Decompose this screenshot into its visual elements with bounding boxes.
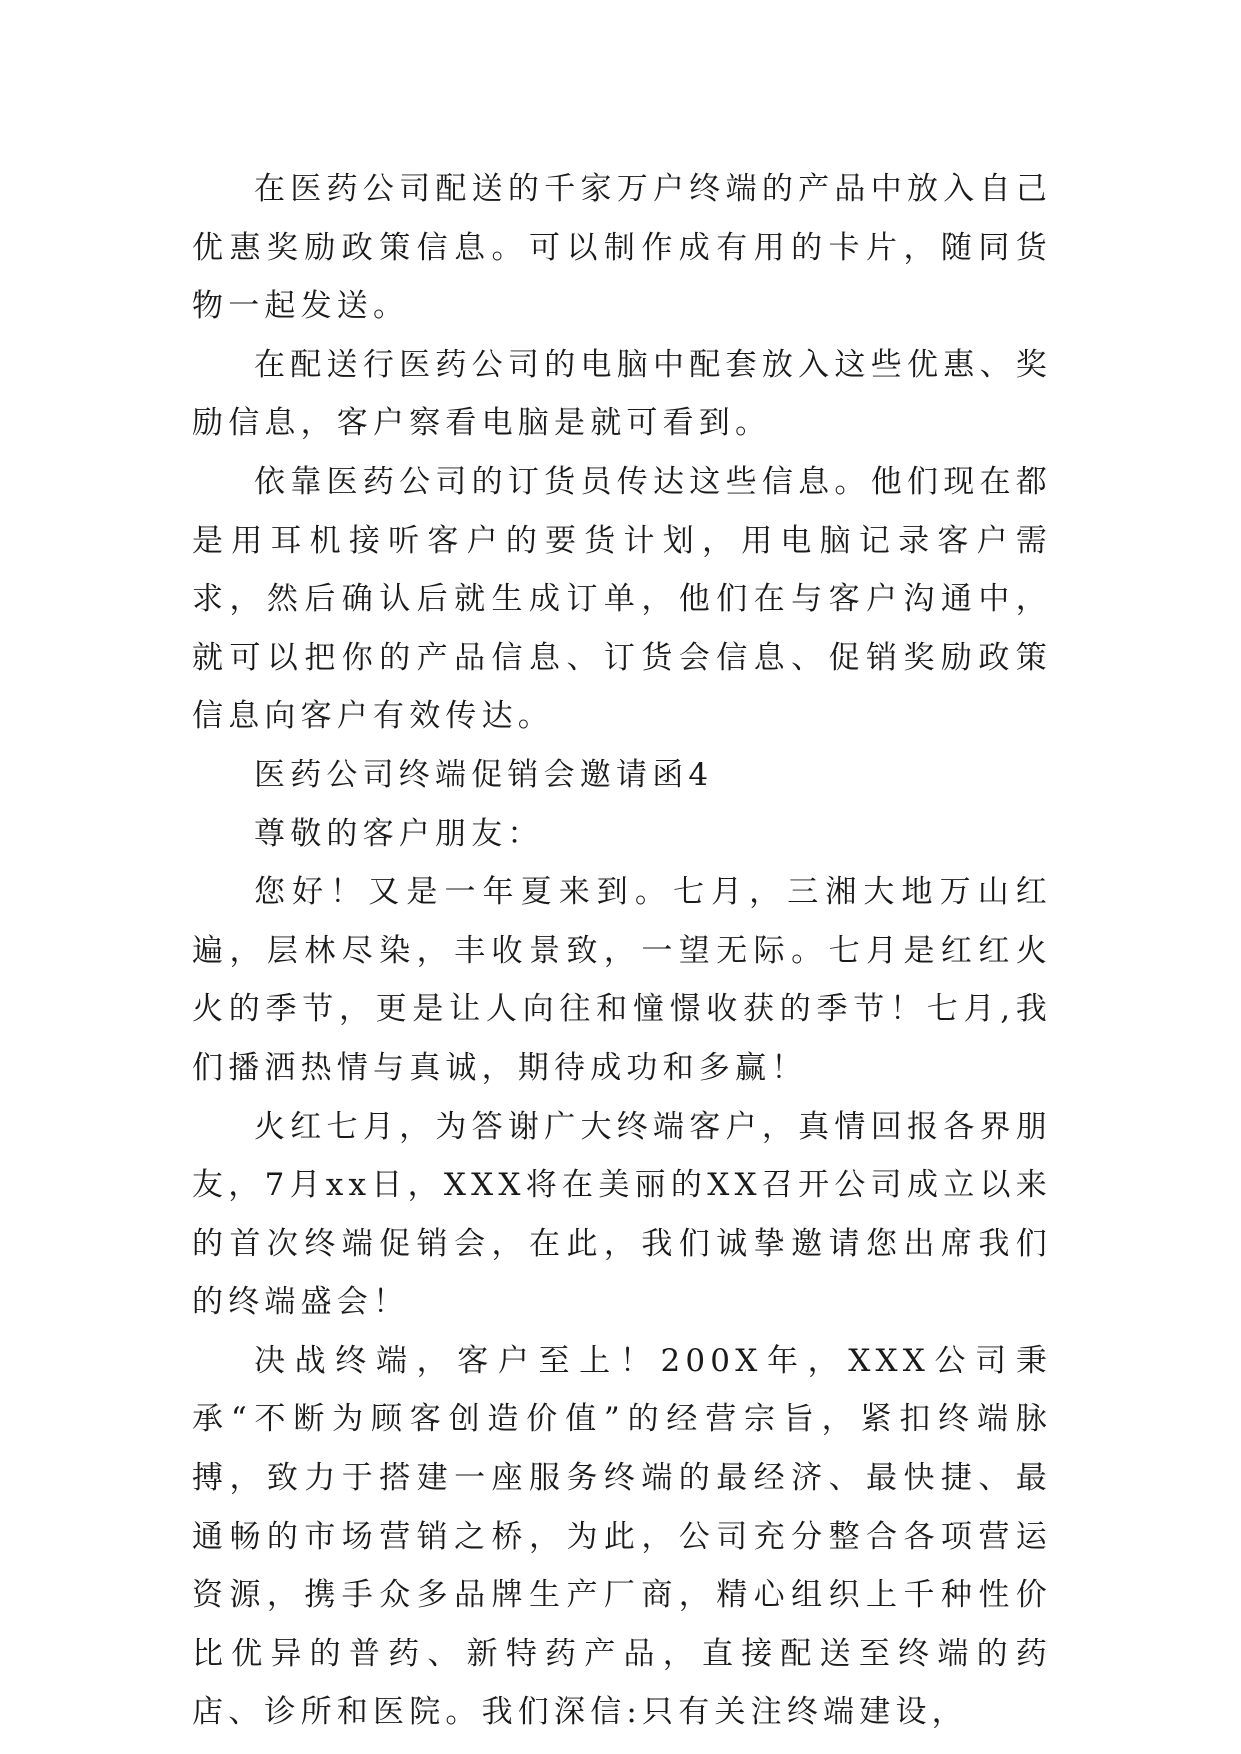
paragraph-company-mission: 决战终端，客户至上！200X年，XXX公司秉承“不断为顾客创造价值”的经营宗旨，紧扣终端脉搏，致力于搭建一座服务终端的最经济、最快捷、最通畅的市场营销之桥，为此，公司充分整合各项营运资源，携手众多品牌生产厂商，精心组织上千种性价比优异的普药、新特药产品，直接配送至终端的药店、诊所和医院。我们深信:只有关注终端建设，: [192, 1342, 1052, 1731]
invitation-heading: 医药公司终端促销会邀请函4: [254, 756, 714, 793]
paragraph-computer-info: 在配送行医药公司的电脑中配套放入这些优惠、奖励信息，客户察看电脑是就可看到。: [192, 346, 1052, 442]
paragraph-event-announcement: 火红七月，为答谢广大终端客户，真情回报各界朋友，7月xx日，XXX将在美丽的XX召开公司成立以来的首次终端促销会，在此，我们诚挚邀请您出席我们的终端盛会！: [192, 1108, 1052, 1321]
salutation: 尊敬的客户朋友：: [254, 815, 544, 852]
paragraph-card-distribution: 在医药公司配送的千家万户终端的产品中放入自己优惠奖励政策信息。可以制作成有用的卡片，随同货物一起发送。: [192, 171, 1052, 325]
paragraph-order-clerk: 依靠医药公司的订货员传达这些信息。他们现在都是用耳机接听客户的要货计划，用电脑记录客户需求，然后确认后就生成订单，他们在与客户沟通中，就可以把你的产品信息、订货会信息、促销奖励政策信息向客户有效传达。: [192, 463, 1052, 735]
document-body: [192, 160, 1052, 1742]
paragraph-greeting: 您好！又是一年夏来到。七月，三湘大地万山红遍，层林尽染，丰收景致，一望无际。七月是红红火火的季节，更是让人向往和憧憬收获的季节！七月,我们播洒热情与真诚，期待成功和多赢！: [192, 874, 1052, 1086]
